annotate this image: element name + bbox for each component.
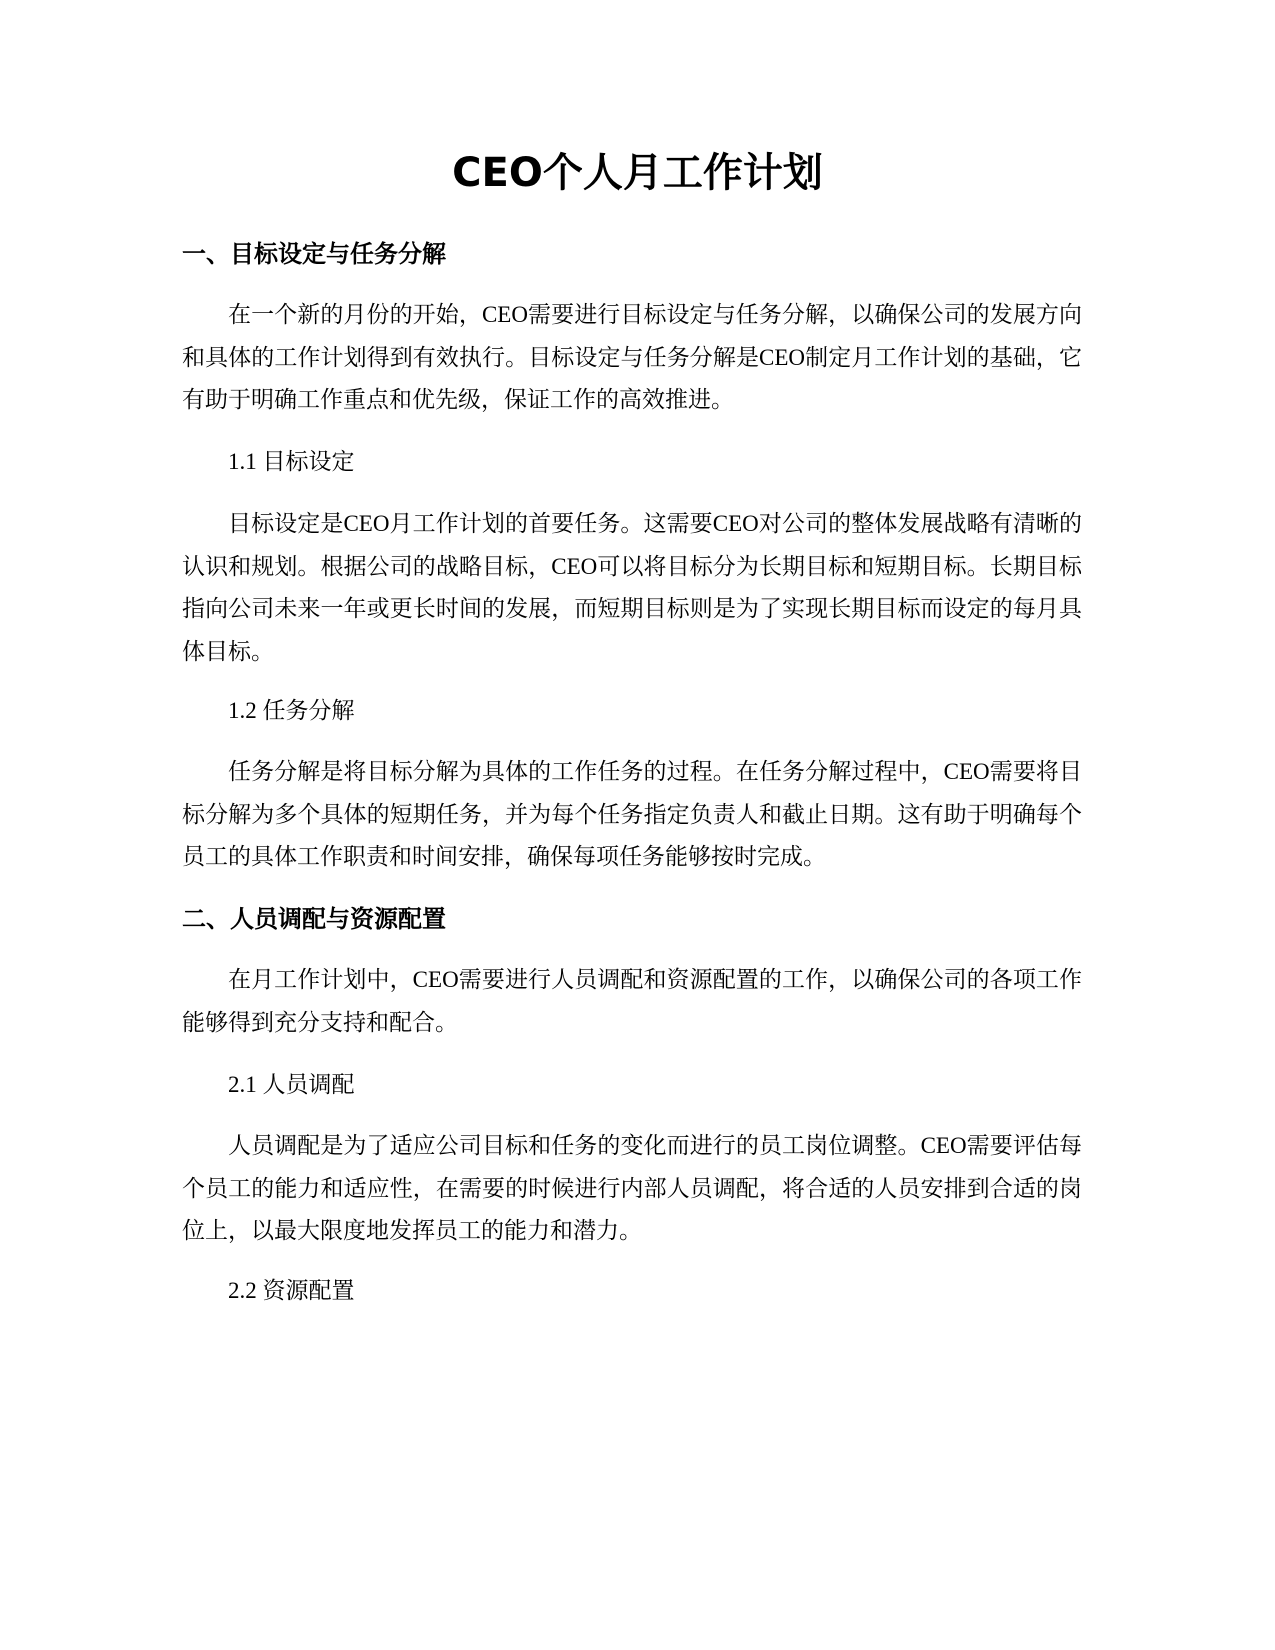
section-2-intro-paragraph: 在月工作计划中，CEO需要进行人员调配和资源配置的工作，以确保公司的各项工作能够得到充分支持和配合。 xyxy=(182,967,1082,1035)
subsection-1-2-paragraph: 任务分解是将目标分解为具体的工作任务的过程。在任务分解过程中，CEO需要将目标分解为多个具体的短期任务，并为每个任务指定负责人和截止日期。这有助于明确每个员工的具体工作职责和时间安排，确保每项任务能够按时完成。 xyxy=(182,759,1082,869)
subsection-heading-2-2: 2.2 资源配置 xyxy=(228,1278,355,1303)
section-heading-1: 一、目标设定与任务分解 xyxy=(182,240,446,268)
subsection-heading-2-1: 2.1 人员调配 xyxy=(228,1072,355,1097)
subsection-1-1-paragraph: 目标设定是CEO月工作计划的首要任务。这需要CEO对公司的整体发展战略有清晰的认识和规划。根据公司的战略目标，CEO可以将目标分为长期目标和短期目标。长期目标指向公司未来一年或更长时间的发展，而短期目标则是为了实现长期目标而设定的每月具体目标。 xyxy=(182,511,1082,664)
subsection-2-1-paragraph: 人员调配是为了适应公司目标和任务的变化而进行的员工岗位调整。CEO需要评估每个员工的能力和适应性，在需要的时候进行内部人员调配，将合适的人员安排到合适的岗位上，以最大限度地发挥员工的能力和潜力。 xyxy=(182,1133,1082,1243)
subsection-heading-1-2: 1.2 任务分解 xyxy=(228,698,355,723)
section-heading-2: 二、人员调配与资源配置 xyxy=(182,905,446,933)
document-title: CEO个人月工作计划 xyxy=(452,150,823,196)
subsection-heading-1-1: 1.1 目标设定 xyxy=(228,449,355,474)
section-1-intro-paragraph: 在一个新的月份的开始，CEO需要进行目标设定与任务分解，以确保公司的发展方向和具体的工作计划得到有效执行。目标设定与任务分解是CEO制定月工作计划的基础，它有助于明确工作重点和优先级，保证工作的高效推进。 xyxy=(182,302,1082,412)
